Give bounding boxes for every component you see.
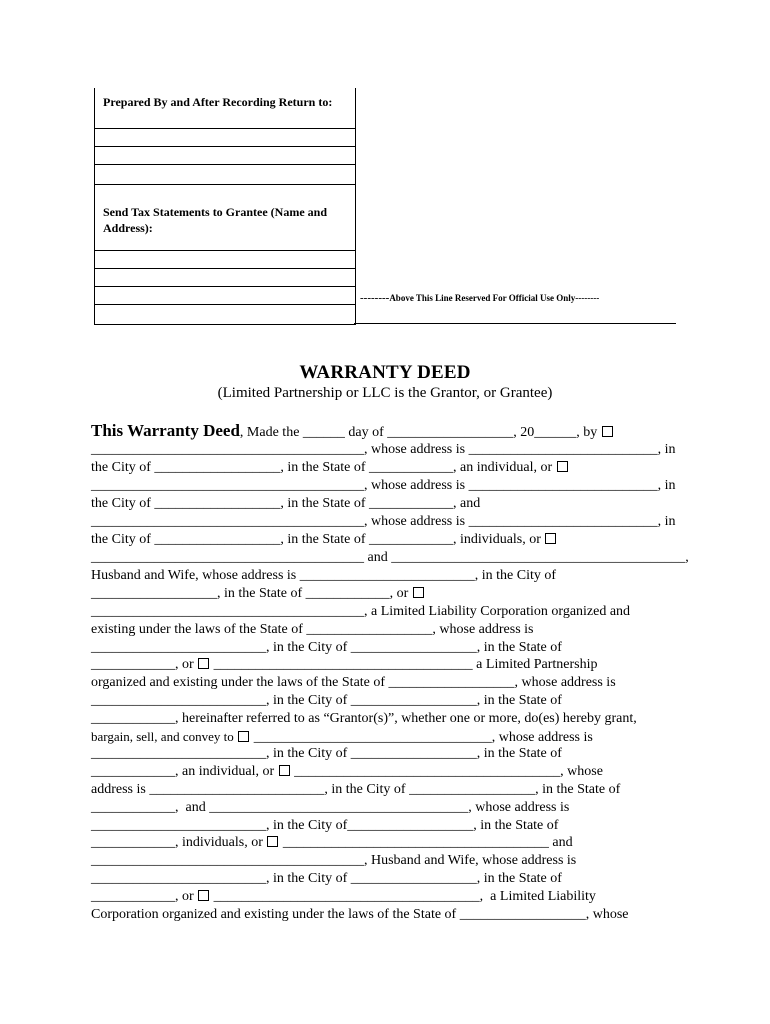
body-line-11: _______________________________________, a Limited Liability Corporation organized and [91, 604, 631, 619]
body-line-26: _________________________, in the City of __________________, in the State of [91, 871, 562, 886]
tax-line-1 [95, 250, 355, 251]
prepared-by-label: Prepared By and After Recording Return to: [103, 95, 333, 109]
body-line-23: _________________________, in the City of__________________, in the State of [91, 818, 559, 833]
checkbox-grantee-llc[interactable] [198, 890, 209, 901]
checkbox-grantee-husband-wife[interactable] [267, 836, 278, 847]
body-line-3: the City of __________________, in the State of ____________, an individual, or [91, 459, 569, 477]
body-line-13: _________________________, in the City of __________________, in the State of [91, 640, 562, 655]
tax-line-3 [95, 286, 355, 287]
deed-heading: This Warranty Deed [91, 421, 240, 440]
body-line-10: __________________, in the State of ____________, or [91, 585, 425, 603]
return-to-line-1 [95, 128, 355, 129]
official-use-label: --------Above This Line Reserved For Official Use Only-------- [360, 292, 600, 304]
body-line-2: _______________________________________, whose address is ___________________________, in [91, 442, 676, 457]
checkbox-grantor-individual[interactable] [602, 426, 613, 437]
page-title: WARRANTY DEED [299, 362, 471, 383]
checkbox-grantee-individuals[interactable] [279, 765, 290, 776]
body-line-15: organized and existing under the laws of the State of __________________, whose address is [91, 675, 616, 690]
checkbox-grantee-individual[interactable] [238, 731, 249, 742]
send-tax-label: Send Tax Statements to Grantee (Name and Address): [103, 205, 327, 235]
body-line-17: ____________, hereinafter referred to as “Grantor(s)”, whether one or more, do(es) hereby grant, [91, 711, 637, 726]
checkbox-grantor-individual-2[interactable] [557, 461, 568, 472]
body-line-20: ____________, an individual, or ______________________________________, whose [91, 764, 603, 779]
body-line-25: _______________________________________, Husband and Wife, whose address is [91, 853, 577, 868]
tax-line-2 [95, 268, 355, 269]
body-line-5: the City of __________________, in the State of ____________, and [91, 496, 481, 511]
checkbox-grantor-husband-wife[interactable] [545, 533, 556, 544]
body-line-16: _________________________, in the City of __________________, in the State of [91, 693, 562, 708]
body-line-8: _______________________________________ and __________________________________________, [91, 550, 689, 565]
body-line-4: _______________________________________, whose address is ___________________________, in [91, 478, 676, 493]
official-use-line [354, 323, 676, 324]
body-line-24: ____________, individuals, or ______________________________________ and [91, 835, 573, 850]
body-line-19: _________________________, in the City of __________________, in the State of [91, 746, 562, 761]
body-line-6: _______________________________________, whose address is ___________________________, in [91, 514, 676, 529]
body-line-7: the City of __________________, in the State of ____________, individuals, or [91, 531, 557, 549]
body-line-1: This Warranty Deed, Made the ______ day of __________________, 20______, by [91, 422, 614, 442]
page-subtitle: (Limited Partnership or LLC is the Grantor, or Grantee) [217, 385, 553, 401]
recording-box [94, 88, 356, 325]
checkbox-grantor-lp[interactable] [198, 658, 209, 669]
body-line-27: ____________, or ______________________________________, a Limited Liability [91, 889, 596, 904]
body-line-9: Husband and Wife, whose address is _________________________, in the City of [91, 568, 557, 583]
body-line-14: ____________, or _____________________________________ a Limited Partnership [91, 657, 598, 672]
tax-line-4 [95, 304, 355, 305]
body-line-22: ____________, and _____________________________________, whose address is [91, 800, 570, 815]
return-to-line-4 [95, 184, 355, 185]
body-line-21: address is _________________________, in the City of __________________, in the State of [91, 782, 621, 797]
return-to-line-3 [95, 164, 355, 165]
checkbox-grantor-llc[interactable] [413, 587, 424, 598]
body-line-28: Corporation organized and existing under the laws of the State of __________________, whose [91, 907, 629, 922]
return-to-line-2 [95, 146, 355, 147]
body-line-12: existing under the laws of the State of __________________, whose address is [91, 622, 534, 637]
body-line-18: bargain, sell, and convey to __________________________________, whose address is [91, 729, 593, 745]
